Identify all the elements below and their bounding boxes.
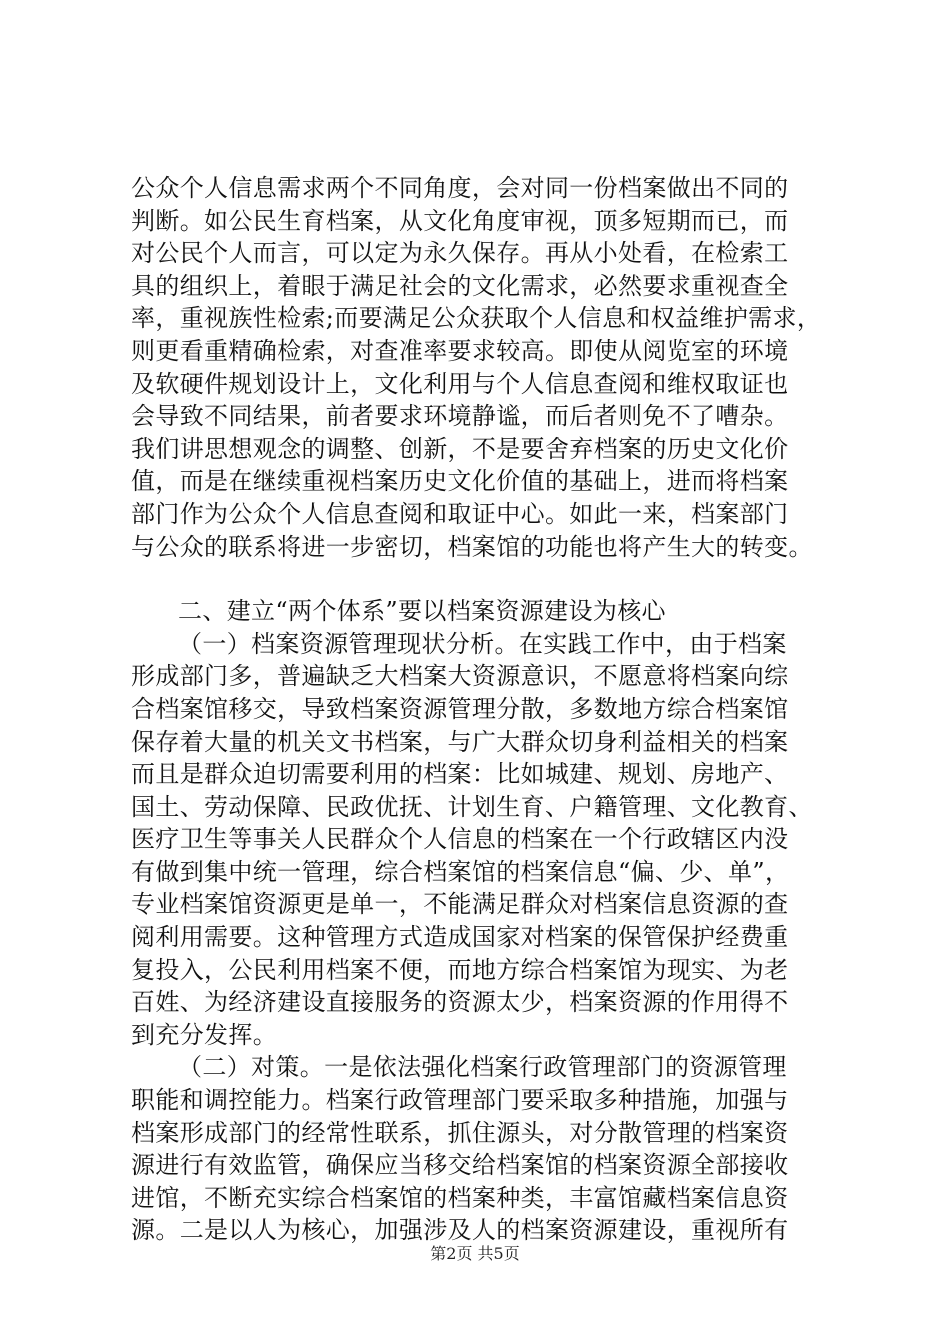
text-line: 国土、劳动保障、民政优抚、计划生育、户籍管理、文化教育、: [131, 792, 813, 821]
text-line: 医疗卫生等事关人民群众个人信息的档案在一个行政辖区内没: [131, 825, 789, 854]
paragraph-spacer: [131, 563, 851, 595]
text-line: 部门作为公众个人信息查阅和取证中心。如此一来，档案部门: [131, 499, 789, 528]
text-line: 档案形成部门的经常性联系，抓住源头，对分散管理的档案资: [131, 1118, 789, 1147]
text-line: 则更看重精确检索，对查准率要求较高。即使从阅览室的环境: [131, 336, 789, 365]
text-line: （一）档案资源管理现状分析。在实践工作中，由于档案: [178, 629, 787, 658]
text-line: 对公民个人而言，可以定为永久保存。再从小处看，在检索工: [131, 239, 789, 268]
text-line: 阅利用需要。这种管理方式造成国家对档案的保管保护经费重: [131, 923, 789, 952]
text-line: 源进行有效监管，确保应当移交给档案馆的档案资源全部接收: [131, 1151, 789, 1180]
text-line: 到充分发挥。: [131, 1020, 278, 1049]
text-line: 率，重视族性检索;而要满足公众获取个人信息和权益维护需求，: [131, 304, 822, 333]
text-line: 与公众的联系将进一步密切，档案馆的功能也将产生大的转变。: [131, 532, 813, 561]
paragraph-1: [131, 172, 851, 563]
text-line: 具的组织上，着眼于满足社会的文化需求，必然要求重视查全: [131, 271, 789, 300]
paragraph-3: [131, 1051, 851, 1247]
text-line: 公众个人信息需求两个不同角度，会对同一份档案做出不同的: [131, 174, 789, 202]
text-line: 专业档案馆资源更是单一，不能满足群众对档案信息资源的查: [131, 890, 789, 919]
section-heading: 二、建立“两个体系”要以档案资源建设为核心: [178, 597, 666, 626]
text-line: 我们讲思想观念的调整、创新，不是要舍弃档案的历史文化价: [131, 434, 789, 463]
text-line: 值，而是在继续重视档案历史文化价值的基础上，进而将档案: [131, 467, 789, 496]
text-line: 会导致不同结果，前者要求环境静谧，而后者则免不了嘈杂。: [131, 402, 789, 431]
text-line: 保存着大量的机关文书档案，与广大群众切身利益相关的档案: [131, 727, 789, 756]
text-line: 合档案馆移交，导致档案资源管理分散，多数地方综合档案馆: [131, 694, 789, 723]
text-line: 职能和调控能力。档案行政管理部门要采取多种措施，加强与: [131, 1086, 789, 1115]
document-body: [131, 172, 851, 1247]
text-line: 及软硬件规划设计上，文化利用与个人信息查阅和维权取证也: [131, 369, 789, 398]
text-line: 进馆，不断充实综合档案馆的档案种类，丰富馆藏档案信息资: [131, 1183, 789, 1212]
text-line: 判断。如公民生育档案，从文化角度审视，顶多短期而已，而: [131, 206, 789, 235]
page-footer: [0, 1244, 950, 1264]
text-line: 百姓、为经济建设直接服务的资源太少，档案资源的作用得不: [131, 988, 789, 1017]
text-line: 而且是群众迫切需要利用的档案：比如城建、规划、房地产、: [131, 760, 789, 789]
page-number: 第2页 共5页: [430, 1244, 520, 1263]
text-line: 有做到集中统一管理，综合档案馆的档案信息“偏、少、单”，: [131, 857, 790, 886]
text-line: （二）对策。一是依法强化档案行政管理部门的资源管理: [178, 1053, 787, 1082]
text-line: 复投入，公民利用档案不便，而地方综合档案馆为现实、为老: [131, 955, 789, 984]
paragraph-2: [131, 628, 851, 1052]
text-line: 形成部门多，普遍缺乏大档案大资源意识，不愿意将档案向综: [131, 662, 789, 691]
text-line: 源。二是以人为核心，加强涉及人的档案资源建设，重视所有: [131, 1216, 789, 1245]
